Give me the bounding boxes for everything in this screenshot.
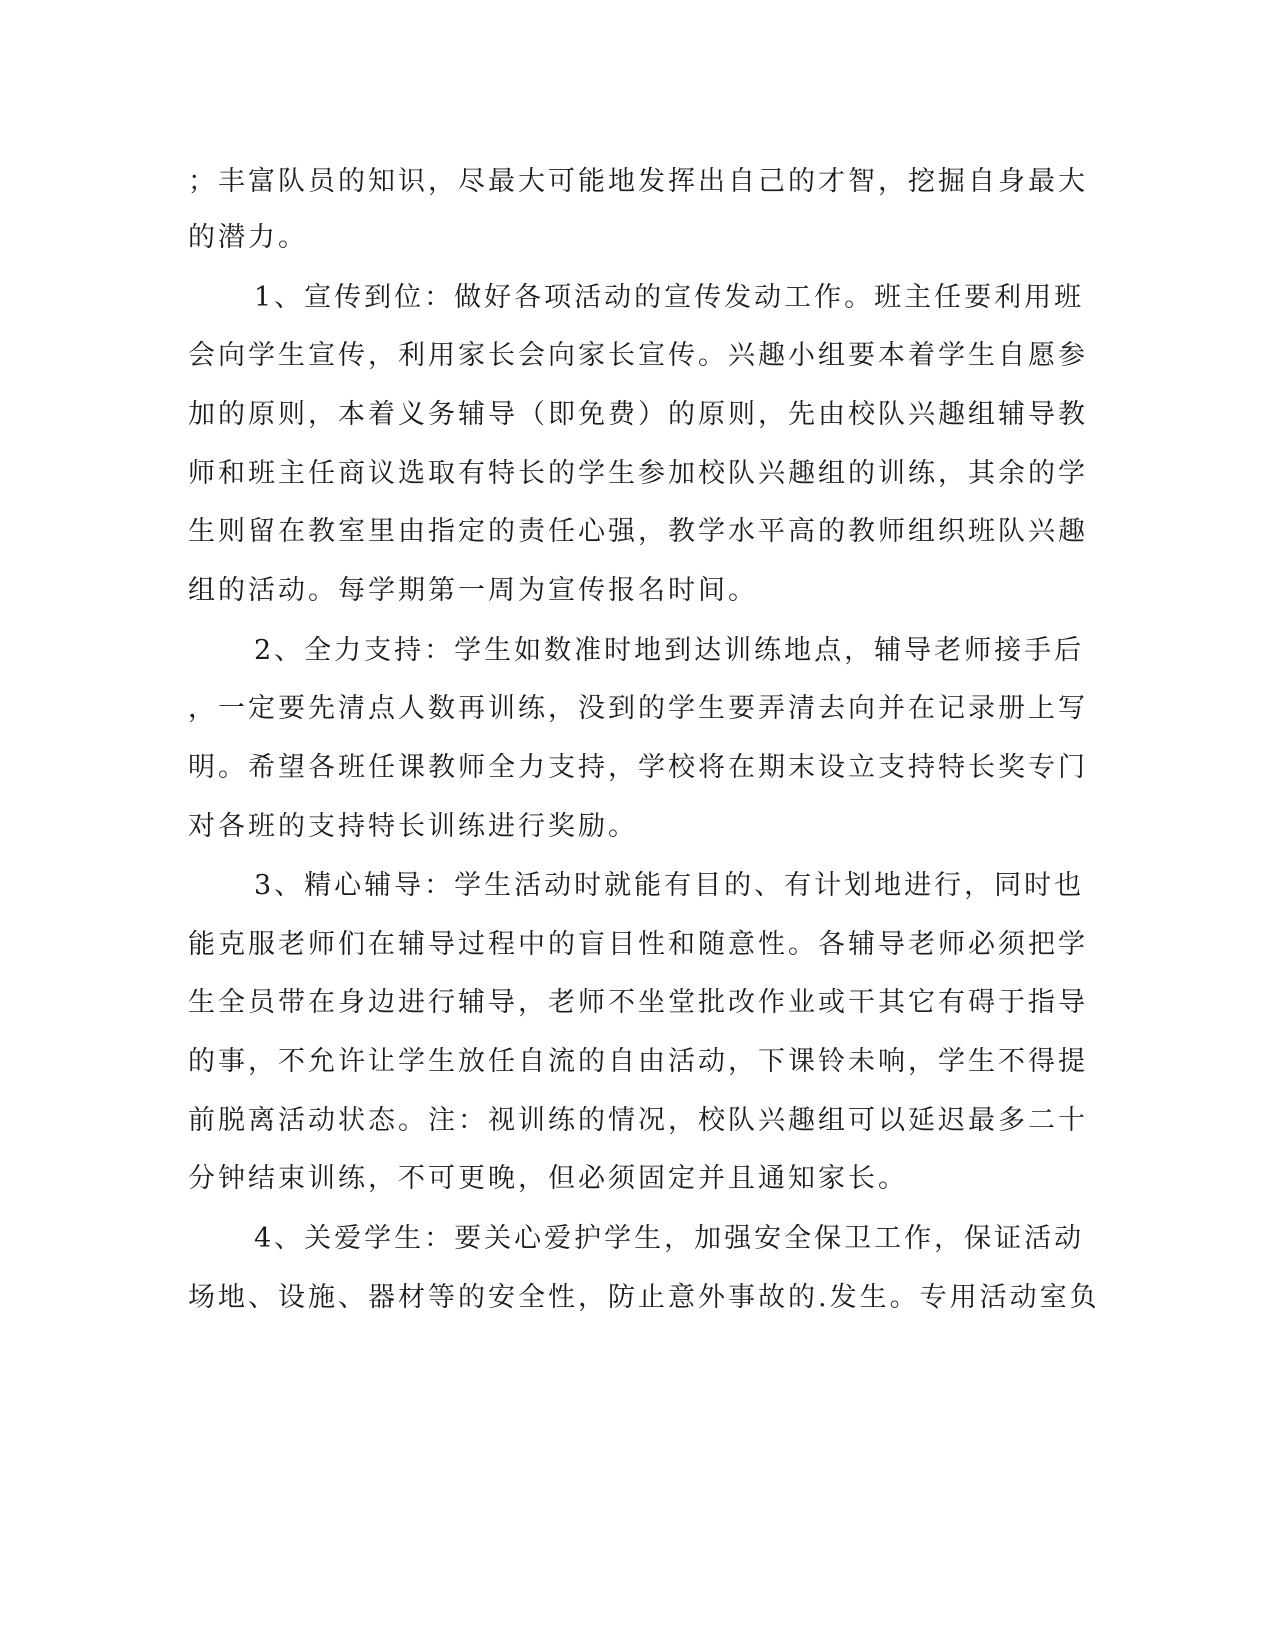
text-line: 场地、设施、器材等的安全性，防止意外事故的.发生。专用活动室负 [188,1282,1100,1313]
paragraph-1-start: 1、宣传到位：做好各项活动的宣传发动工作。班主任要利用班 [254,282,1085,313]
text-line: 加的原则，本着义务辅导（即免费）的原则，先由校队兴趣组辅导教 [188,399,1088,430]
text-line: 生则留在教室里由指定的责任心强，教学水平高的教师组织班队兴趣 [188,516,1088,547]
text-line: 分钟结束训练，不可更晚，但必须固定并且通知家长。 [188,1163,908,1194]
text-line: 对各班的支持特长训练进行奖励。 [188,811,638,842]
text-line: 能克服老师们在辅导过程中的盲目性和随意性。各辅导老师必须把学 [188,929,1088,960]
paragraph-3-start: 3、精心辅导：学生活动时就能有目的、有计划地进行，同时也 [254,870,1085,901]
text-line: 师和班主任商议选取有特长的学生参加校队兴趣组的训练，其余的学 [188,458,1088,489]
text-line: 生全员带在身边进行辅导，老师不坐堂批改作业或干其它有碍于指导 [188,987,1088,1018]
text-line: 会向学生宣传，利用家长会向家长宣传。兴趣小组要本着学生自愿参 [188,340,1088,371]
text-line: 的事，不允许让学生放任自流的自由活动，下课铃未响，学生不得提 [188,1046,1088,1077]
paragraph-4-start: 4、关爱学生：要关心爱护学生，加强安全保卫工作，保证活动 [254,1223,1085,1254]
text-line: ；丰富队员的知识，尽最大可能地发挥出自己的才智，挖掘自身最大 [188,166,1088,197]
paragraph-2-start: 2、全力支持：学生如数准时地到达训练地点，辅导老师接手后 [254,635,1085,666]
text-line: 组的活动。每学期第一周为宣传报名时间。 [188,575,758,606]
text-line: ，一定要先清点人数再训练，没到的学生要弄清去向并在记录册上写 [188,693,1088,724]
text-line: 的潜力。 [188,222,308,253]
text-line: 明。希望各班任课教师全力支持，学校将在期末设立支持特长奖专门 [188,752,1088,783]
text-line: 前脱离活动状态。注：视训练的情况，校队兴趣组可以延迟最多二十 [188,1105,1088,1136]
